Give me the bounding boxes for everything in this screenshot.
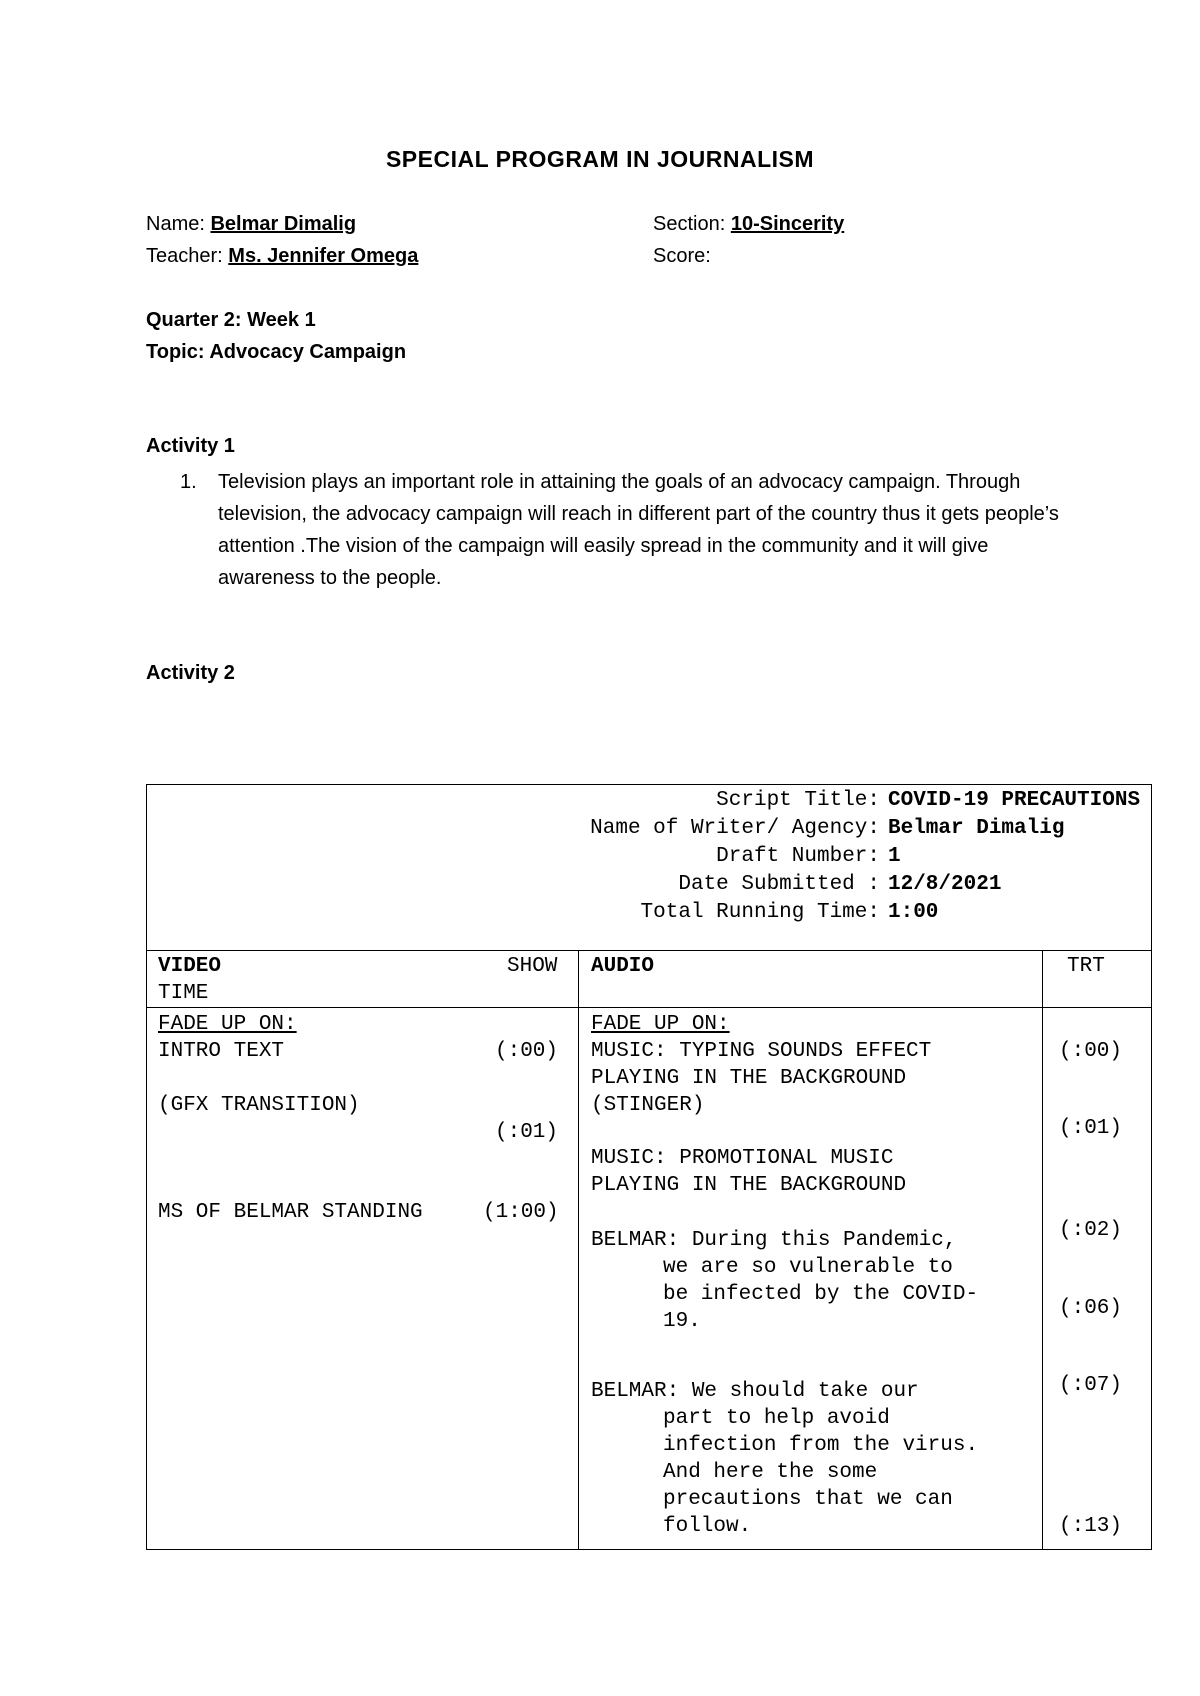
- date-submitted-label: Date Submitted :: [678, 873, 880, 896]
- audio-music2-line1: MUSIC: PROMOTIONAL MUSIC: [591, 1147, 894, 1170]
- topic-heading: Topic: Advocacy Campaign: [146, 341, 407, 363]
- script-title-value: COVID-19 PRECAUTIONS: [888, 789, 1141, 812]
- name-value: Belmar Dimalig: [210, 213, 357, 235]
- score-field: [653, 244, 711, 268]
- running-time-label: Total Running Time:: [640, 901, 880, 924]
- draft-number-value: 1: [888, 845, 901, 868]
- column-divider: [578, 951, 579, 1549]
- writer-line: [529, 815, 1139, 843]
- name-label: Name:: [146, 213, 205, 235]
- audio-belmar2-line1: BELMAR: We should take our: [591, 1380, 919, 1403]
- section-label: Section:: [653, 213, 726, 235]
- draft-number-label: Draft Number:: [716, 845, 880, 868]
- audio-music1-line1: MUSIC: TYPING SOUNDS EFFECT: [591, 1040, 932, 1063]
- time-column-header: TIME: [158, 982, 209, 1005]
- audio-belmar1-line1: BELMAR: During this Pandemic,: [591, 1229, 957, 1252]
- audio-stinger: (STINGER): [591, 1094, 705, 1117]
- trt-value: (:06): [1059, 1297, 1123, 1320]
- video-ms-time: (1:00): [483, 1201, 559, 1224]
- name-field: [146, 212, 356, 236]
- script-title-label: Script Title:: [716, 789, 880, 812]
- teacher-value: Ms. Jennifer Omega: [228, 245, 419, 267]
- trt-column-header: TRT: [1067, 955, 1105, 978]
- teacher-field: [146, 244, 418, 268]
- trt-value: (:02): [1059, 1219, 1123, 1242]
- writer-label: Name of Writer/ Agency:: [590, 817, 880, 840]
- audio-belmar2-line5: precautions that we can: [663, 1488, 953, 1511]
- audio-belmar1-line4: 19.: [663, 1310, 701, 1333]
- audio-music2-line2: PLAYING IN THE BACKGROUND: [591, 1174, 907, 1197]
- script-header: [147, 785, 1151, 951]
- running-time-value: 1:00: [888, 901, 939, 924]
- trt-value: (:07): [1059, 1374, 1123, 1397]
- date-submitted-line: [529, 871, 1139, 899]
- date-submitted-value: 12/8/2021: [888, 873, 1002, 896]
- audio-belmar2-line4: And here the some: [663, 1461, 878, 1484]
- teacher-label: Teacher:: [146, 245, 223, 267]
- video-fade-cue: FADE UP ON:: [158, 1013, 297, 1036]
- audio-belmar1-line2: we are so vulnerable to: [663, 1256, 953, 1279]
- activity1-list: [180, 466, 1060, 594]
- list-item: [180, 466, 1060, 594]
- draft-number-line: [529, 843, 1139, 871]
- score-label: Score:: [653, 245, 711, 267]
- column-header-row: [147, 951, 1151, 1008]
- trt-value: (:13): [1059, 1515, 1123, 1538]
- video-gfx-time: (:01): [495, 1121, 559, 1144]
- writer-value: Belmar Dimalig: [888, 817, 1065, 840]
- video-intro-text: INTRO TEXT: [158, 1040, 285, 1063]
- audio-belmar2-line3: infection from the virus.: [663, 1434, 979, 1457]
- list-item-number: 1.: [180, 471, 197, 493]
- section-field: [653, 212, 844, 236]
- trt-value: (:00): [1059, 1040, 1123, 1063]
- audio-column-header: AUDIO: [591, 955, 655, 978]
- video-intro-time: (:00): [495, 1040, 559, 1063]
- list-item-text: Television plays an important role in attaining the goals of an advocacy campaign. Through television, the advocacy campaign will reach in different part of the country thus it gets people’s attention .The vision of the campaign will easily spread in the community and it will give awareness to the people.: [218, 471, 1059, 589]
- audio-belmar2-line2: part to help avoid: [663, 1407, 890, 1430]
- audio-fade-cue: FADE UP ON:: [591, 1013, 730, 1036]
- trt-value: (:01): [1059, 1117, 1123, 1140]
- script-table: [146, 784, 1152, 1550]
- column-divider: [1042, 951, 1043, 1549]
- activity2-heading: Activity 2: [146, 662, 235, 684]
- show-column-header: SHOW: [507, 955, 558, 978]
- script-title-line: [529, 787, 1139, 815]
- video-gfx-transition: (GFX TRANSITION): [158, 1094, 360, 1117]
- quarter-heading: Quarter 2: Week 1: [146, 309, 316, 331]
- video-ms-shot: MS OF BELMAR STANDING: [158, 1201, 423, 1224]
- activity1-heading: Activity 1: [146, 435, 235, 457]
- audio-belmar2-line6: follow.: [663, 1515, 752, 1538]
- audio-belmar1-line3: be infected by the COVID-: [663, 1283, 979, 1306]
- document-title: SPECIAL PROGRAM IN JOURNALISM: [385, 146, 815, 172]
- running-time-line: [529, 899, 1139, 927]
- video-column-header: VIDEO: [158, 955, 222, 978]
- section-value: 10-Sincerity: [730, 213, 845, 235]
- audio-music1-line2: PLAYING IN THE BACKGROUND: [591, 1067, 907, 1090]
